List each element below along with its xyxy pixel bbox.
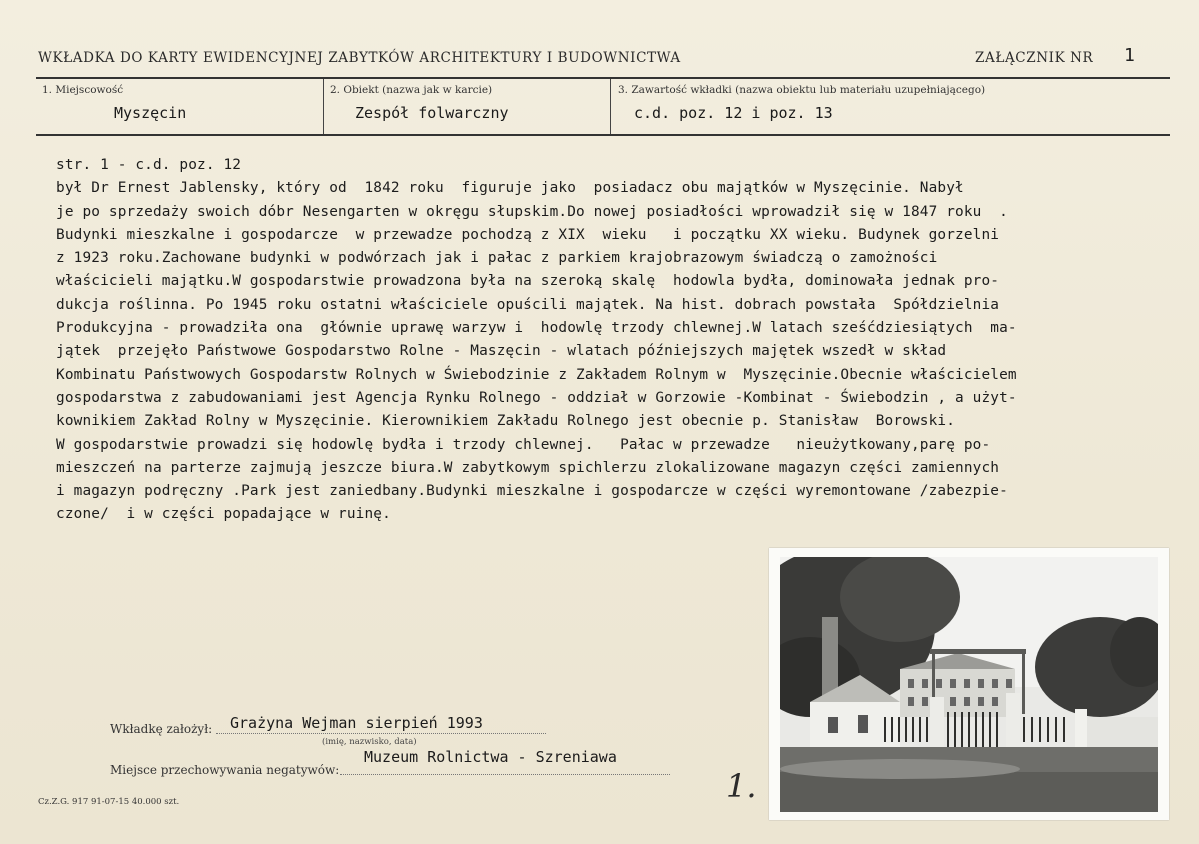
field-label-locality: 1. Miejscowość <box>42 84 124 96</box>
header-bottom-rule <box>36 134 1170 136</box>
photo-number: 1. <box>726 767 757 805</box>
attachment-number: 1 <box>1124 45 1135 66</box>
field-value-object: Zespół folwarczny <box>355 104 509 122</box>
text-line: i magazyn podręczny .Park jest zaniedbany.Budynki mieszkalne i gospodarcze w części wyremontowane /zabezpie- <box>56 483 1008 500</box>
field-value-contents: c.d. poz. 12 i poz. 13 <box>634 104 833 122</box>
text-line: gospodarstwa z zabudowaniami jest Agencja Rynku Rolnego - oddział w Gorzowie -Kombinat - Świebodzin , a użyt- <box>56 389 1017 406</box>
author-dotted-line <box>216 733 546 734</box>
author-caption: (imię, nazwisko, data) <box>322 737 417 747</box>
text-line: czone/ i w części popadające w ruinę. <box>56 506 391 523</box>
photo-image <box>780 557 1158 812</box>
field-divider <box>323 79 324 134</box>
text-line: W gospodarstwie prowadzi się hodowlę bydła i trzody chlewnej. Pałac w przewadze nieużytkowany,parę po- <box>56 436 991 453</box>
field-label-contents: 3. Zawartość wkładki (nazwa obiektu lub materiału uzupełniającego) <box>618 84 986 96</box>
text-line: z 1923 roku.Zachowane budynki w podwórzach jak i pałac z parkiem krajobrazowym świadczą o zamożności <box>56 250 938 267</box>
form-title: WKŁADKA DO KARTY EWIDENCYJNEJ ZABYTKÓW ARCHITEKTURY I BUDOWNICTWA <box>38 50 681 66</box>
field-value-locality: Myszęcin <box>114 104 187 122</box>
text-line: str. 1 - c.d. poz. 12 <box>56 157 242 173</box>
text-line: kownikiem Zakład Rolny w Myszęcinie. Kierownikiem Zakładu Rolnego jest obecnie p. Stanisław Borowski. <box>56 413 956 430</box>
header-top-rule <box>36 77 1170 79</box>
field-label-object: 2. Obiekt (nazwa jak w karcie) <box>330 84 493 96</box>
storage-dotted-line <box>340 774 670 775</box>
print-info: Cz.Z.G. 917 91-07-15 40.000 szt. <box>38 797 180 807</box>
text-line: był Dr Ernest Jablensky, który od 1842 roku figuruje jako posiadacz obu majątków w Myszęcinie. Nabył <box>56 180 964 197</box>
author-label: Wkładkę założył: <box>110 722 213 736</box>
text-line: Budynki mieszkalne i gospodarcze w przewadze pochodzą z XIX wieku i początku XX wieku. Budynek gorzelni <box>56 226 1000 243</box>
author-value: Grażyna Wejman sierpień 1993 <box>230 714 483 732</box>
attachment-label: ZAŁĄCZNIK NR <box>975 50 1094 66</box>
text-line: jątek przejęło Państwowe Gospodarstwo Rolne - Maszęcin - wlatach późniejszych majętek wszedł w skład <box>56 343 947 360</box>
storage-label: Miejsce przechowywania negatywów: <box>110 763 340 777</box>
storage-value: Muzeum Rolnictwa - Szreniawa <box>364 748 617 766</box>
text-line: dukcja roślinna. Po 1945 roku ostatni właściciele opuścili majątek. Na hist. dobrach powstała Spółdzielnia <box>56 296 1000 313</box>
text-line: właścicieli majątku.W gospodarstwie prowadzona była na szeroką skalę hodowla bydła, dominowała jednak pro- <box>56 273 1000 290</box>
text-line: Produkcyjna - prowadziła ona głównie uprawę warzyw i hodowlę trzody chlewnej.W latach sześćdziesiątych ma- <box>56 320 1017 337</box>
field-divider <box>610 79 611 134</box>
typed-description <box>56 154 1176 527</box>
estate-photograph <box>769 548 1169 820</box>
text-line: mieszczeń na parterze zajmują jeszcze biura.W zabytkowym spichlerzu zlokalizowane magazyn części zamiennych <box>56 459 1000 476</box>
text-line: je po sprzedaży swoich dóbr Nesengarten w okręgu słupskim.Do nowej posiadłości wprowadził się w 1847 roku . <box>56 203 1008 220</box>
text-line: Kombinatu Państwowych Gospodarstw Rolnych w Świebodzinie z Zakładem Rolnym w Myszęcinie.Obecnie właścicielem <box>56 366 1017 383</box>
